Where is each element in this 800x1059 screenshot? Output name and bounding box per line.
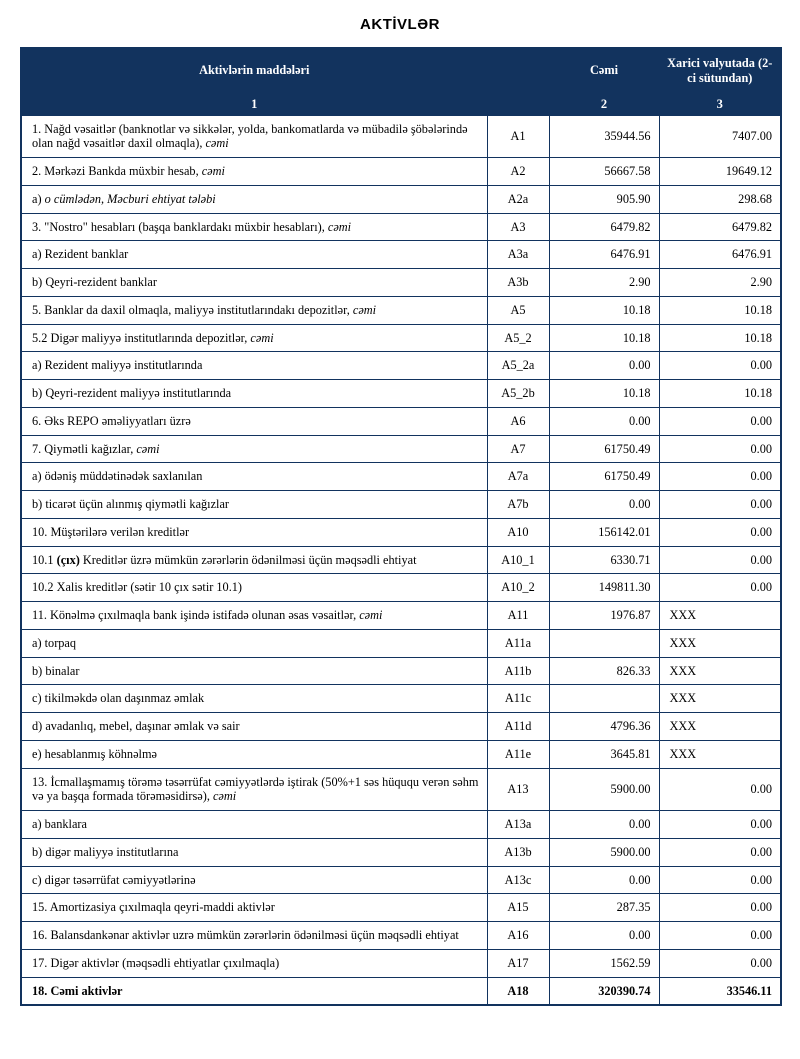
table-row bbox=[21, 949, 781, 977]
row-fx-value: 0.00 bbox=[659, 435, 781, 463]
row-item-label: 10.2 Xalis kreditlər (sətir 10 çıx sətir 10.1) bbox=[21, 574, 487, 602]
row-item-label: a) banklara bbox=[21, 811, 487, 839]
row-item-label: b) binalar bbox=[21, 657, 487, 685]
row-code: A5_2a bbox=[487, 352, 549, 380]
row-total-value: 287.35 bbox=[549, 894, 659, 922]
row-total-value: 10.18 bbox=[549, 324, 659, 352]
row-total-value: 10.18 bbox=[549, 296, 659, 324]
row-item-label: a) Rezident maliyyə institutlarında bbox=[21, 352, 487, 380]
row-code: A13c bbox=[487, 866, 549, 894]
row-fx-value: 0.00 bbox=[659, 407, 781, 435]
row-total-value: 6479.82 bbox=[549, 213, 659, 241]
row-item-label: d) avadanlıq, mebel, daşınar əmlak və sair bbox=[21, 713, 487, 741]
table-row bbox=[21, 574, 781, 602]
row-item-label: 18. Cəmi aktivlər bbox=[21, 977, 487, 1005]
table-row bbox=[21, 324, 781, 352]
row-fx-value: 10.18 bbox=[659, 296, 781, 324]
row-code: A11e bbox=[487, 740, 549, 768]
row-total-value: 5900.00 bbox=[549, 838, 659, 866]
row-code: A13a bbox=[487, 811, 549, 839]
table-row bbox=[21, 629, 781, 657]
table-row bbox=[21, 602, 781, 630]
table-row bbox=[21, 977, 781, 1005]
column-number-item: 1 bbox=[21, 93, 487, 115]
row-fx-value: 6476.91 bbox=[659, 241, 781, 269]
row-total-value: 2.90 bbox=[549, 269, 659, 297]
row-fx-value: XXX bbox=[659, 602, 781, 630]
row-total-value: 56667.58 bbox=[549, 158, 659, 186]
row-total-value: 0.00 bbox=[549, 352, 659, 380]
row-code: A13b bbox=[487, 838, 549, 866]
row-item-label: c) digər təsərrüfat cəmiyyətlərinə bbox=[21, 866, 487, 894]
row-total-value: 156142.01 bbox=[549, 518, 659, 546]
row-fx-value: 298.68 bbox=[659, 185, 781, 213]
table-row bbox=[21, 463, 781, 491]
row-fx-value: 0.00 bbox=[659, 574, 781, 602]
row-total-value bbox=[549, 629, 659, 657]
row-item-label: 17. Digər aktivlər (məqsədli ehtiyatlar çıxılmaqla) bbox=[21, 949, 487, 977]
table-row bbox=[21, 894, 781, 922]
row-fx-value: 0.00 bbox=[659, 894, 781, 922]
table-row bbox=[21, 185, 781, 213]
row-total-value: 905.90 bbox=[549, 185, 659, 213]
assets-table bbox=[20, 47, 782, 1006]
row-total-value bbox=[549, 685, 659, 713]
row-total-value: 5900.00 bbox=[549, 768, 659, 811]
row-code: A2 bbox=[487, 158, 549, 186]
row-item-label: a) o cümlədən, Məcburi ehtiyat tələbi bbox=[21, 185, 487, 213]
row-fx-value: 0.00 bbox=[659, 768, 781, 811]
table-row bbox=[21, 296, 781, 324]
row-total-value: 0.00 bbox=[549, 407, 659, 435]
column-header-item: Aktivlərin maddələri bbox=[21, 48, 487, 93]
row-fx-value: 0.00 bbox=[659, 949, 781, 977]
row-code: A10 bbox=[487, 518, 549, 546]
row-fx-value: XXX bbox=[659, 685, 781, 713]
table-body bbox=[21, 115, 781, 1005]
column-number-fx: 3 bbox=[659, 93, 781, 115]
row-total-value: 320390.74 bbox=[549, 977, 659, 1005]
header-row-labels bbox=[21, 48, 781, 93]
row-item-label: 3. "Nostro" hesabları (başqa banklardakı müxbir hesabları), cəmi bbox=[21, 213, 487, 241]
row-total-value: 0.00 bbox=[549, 922, 659, 950]
row-fx-value: XXX bbox=[659, 657, 781, 685]
row-total-value: 3645.81 bbox=[549, 740, 659, 768]
table-row bbox=[21, 380, 781, 408]
row-item-label: 2. Mərkəzi Bankda müxbir hesab, cəmi bbox=[21, 158, 487, 186]
row-total-value: 4796.36 bbox=[549, 713, 659, 741]
table-row bbox=[21, 546, 781, 574]
row-fx-value: 0.00 bbox=[659, 463, 781, 491]
table-row bbox=[21, 922, 781, 950]
row-item-label: e) hesablanmış köhnəlmə bbox=[21, 740, 487, 768]
column-number-total: 2 bbox=[549, 93, 659, 115]
table-row bbox=[21, 352, 781, 380]
row-fx-value: 10.18 bbox=[659, 324, 781, 352]
table-row bbox=[21, 158, 781, 186]
row-code: A11b bbox=[487, 657, 549, 685]
row-fx-value: XXX bbox=[659, 629, 781, 657]
row-fx-value: XXX bbox=[659, 713, 781, 741]
row-total-value: 149811.30 bbox=[549, 574, 659, 602]
row-code: A10_2 bbox=[487, 574, 549, 602]
row-item-label: 15. Amortizasiya çıxılmaqla qeyri-maddi aktivlər bbox=[21, 894, 487, 922]
column-header-total: Cəmi bbox=[549, 48, 659, 93]
row-fx-value: 0.00 bbox=[659, 838, 781, 866]
column-header-fx: Xarici valyutada (2-ci sütundan) bbox=[659, 48, 781, 93]
row-item-label: 10.1 (çıx) Kreditlər üzrə mümkün zərərlərin ödənilməsi üçün məqsədli ehtiyat bbox=[21, 546, 487, 574]
page-title: AKTİVLƏR bbox=[360, 16, 440, 33]
row-code: A5_2b bbox=[487, 380, 549, 408]
row-fx-value: 0.00 bbox=[659, 866, 781, 894]
row-code: A15 bbox=[487, 894, 549, 922]
row-total-value: 0.00 bbox=[549, 866, 659, 894]
row-fx-value: 0.00 bbox=[659, 922, 781, 950]
row-item-label: 10. Müştərilərə verilən kreditlər bbox=[21, 518, 487, 546]
table-row bbox=[21, 838, 781, 866]
row-total-value: 0.00 bbox=[549, 811, 659, 839]
row-fx-value: 2.90 bbox=[659, 269, 781, 297]
row-fx-value: 10.18 bbox=[659, 380, 781, 408]
table-row bbox=[21, 407, 781, 435]
row-total-value: 826.33 bbox=[549, 657, 659, 685]
row-total-value: 61750.49 bbox=[549, 463, 659, 491]
row-code: A10_1 bbox=[487, 546, 549, 574]
table-row bbox=[21, 518, 781, 546]
table-row bbox=[21, 213, 781, 241]
row-item-label: 13. İcmallaşmamış törəmə təsərrüfat cəmiyyətlərdə iştirak (50%+1 səs hüququ verən səhm və ya başqa formada törəməsidirsə), cəmi bbox=[21, 768, 487, 811]
row-item-label: a) Rezident banklar bbox=[21, 241, 487, 269]
row-code: A1 bbox=[487, 115, 549, 158]
row-code: A7 bbox=[487, 435, 549, 463]
row-fx-value: 0.00 bbox=[659, 811, 781, 839]
table-row bbox=[21, 657, 781, 685]
row-code: A13 bbox=[487, 768, 549, 811]
column-number-code bbox=[487, 93, 549, 115]
row-fx-value: 0.00 bbox=[659, 491, 781, 519]
table-row bbox=[21, 115, 781, 158]
row-item-label: 6. Əks REPO əməliyyatları üzrə bbox=[21, 407, 487, 435]
row-fx-value: XXX bbox=[659, 740, 781, 768]
row-item-label: 1. Nağd vəsaitlər (banknotlar və sikkələr, yolda, bankomatlarda və mübadilə şöbələrində olan nağd vəsaitlər daxil olmaqla), cəmi bbox=[21, 115, 487, 158]
row-code: A17 bbox=[487, 949, 549, 977]
row-code: A7b bbox=[487, 491, 549, 519]
table-row bbox=[21, 866, 781, 894]
row-item-label: 11. Könəlmə çıxılmaqla bank işində istifadə olunan əsas vəsaitlər, cəmi bbox=[21, 602, 487, 630]
table-row bbox=[21, 811, 781, 839]
row-fx-value: 0.00 bbox=[659, 546, 781, 574]
row-code: A7a bbox=[487, 463, 549, 491]
row-code: A11c bbox=[487, 685, 549, 713]
row-fx-value: 0.00 bbox=[659, 352, 781, 380]
row-fx-value: 19649.12 bbox=[659, 158, 781, 186]
table-row bbox=[21, 768, 781, 811]
table-row bbox=[21, 435, 781, 463]
row-fx-value: 7407.00 bbox=[659, 115, 781, 158]
table-header bbox=[21, 48, 781, 115]
row-item-label: b) digər maliyyə institutlarına bbox=[21, 838, 487, 866]
row-code: A11 bbox=[487, 602, 549, 630]
row-item-label: a) ödəniş müddətinədək saxlanılan bbox=[21, 463, 487, 491]
row-code: A5 bbox=[487, 296, 549, 324]
row-code: A5_2 bbox=[487, 324, 549, 352]
row-fx-value: 6479.82 bbox=[659, 213, 781, 241]
row-item-label: c) tikilməkdə olan daşınmaz əmlak bbox=[21, 685, 487, 713]
row-code: A2a bbox=[487, 185, 549, 213]
row-total-value: 1562.59 bbox=[549, 949, 659, 977]
row-fx-value: 0.00 bbox=[659, 518, 781, 546]
row-item-label: 5. Banklar da daxil olmaqla, maliyyə institutlarındakı depozitlər, cəmi bbox=[21, 296, 487, 324]
row-code: A16 bbox=[487, 922, 549, 950]
row-item-label: 7. Qiymətli kağızlar, cəmi bbox=[21, 435, 487, 463]
row-item-label: a) torpaq bbox=[21, 629, 487, 657]
row-total-value: 10.18 bbox=[549, 380, 659, 408]
table-row bbox=[21, 241, 781, 269]
row-code: A6 bbox=[487, 407, 549, 435]
row-item-label: b) ticarət üçün alınmış qiymətli kağızlar bbox=[21, 491, 487, 519]
row-total-value: 6476.91 bbox=[549, 241, 659, 269]
row-total-value: 61750.49 bbox=[549, 435, 659, 463]
row-item-label: b) Qeyri-rezident maliyyə institutlarında bbox=[21, 380, 487, 408]
row-code: A11a bbox=[487, 629, 549, 657]
table-row bbox=[21, 269, 781, 297]
row-fx-value: 33546.11 bbox=[659, 977, 781, 1005]
row-code: A3 bbox=[487, 213, 549, 241]
row-code: A3a bbox=[487, 241, 549, 269]
row-total-value: 1976.87 bbox=[549, 602, 659, 630]
column-header-code bbox=[487, 48, 549, 93]
row-item-label: 16. Balansdankənar aktivlər uzrə mümkün zərərlərin ödənilməsi üçün məqsədli ehtiyat bbox=[21, 922, 487, 950]
table-row bbox=[21, 740, 781, 768]
row-item-label: 5.2 Digər maliyyə institutlarında depozitlər, cəmi bbox=[21, 324, 487, 352]
row-code: A3b bbox=[487, 269, 549, 297]
header-row-numbers bbox=[21, 93, 781, 115]
row-item-label: b) Qeyri-rezident banklar bbox=[21, 269, 487, 297]
row-code: A11d bbox=[487, 713, 549, 741]
table-row bbox=[21, 713, 781, 741]
row-total-value: 0.00 bbox=[549, 491, 659, 519]
row-total-value: 6330.71 bbox=[549, 546, 659, 574]
table-row bbox=[21, 491, 781, 519]
row-code: A18 bbox=[487, 977, 549, 1005]
table-row bbox=[21, 685, 781, 713]
row-total-value: 35944.56 bbox=[549, 115, 659, 158]
